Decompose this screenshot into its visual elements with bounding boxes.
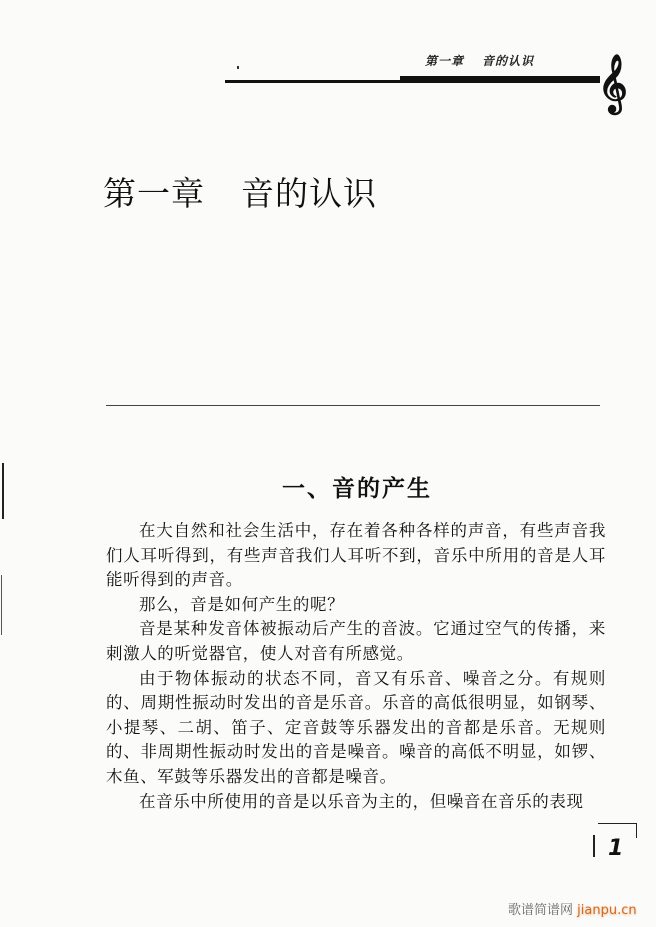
paragraph: 那么，音是如何产生的呢？ — [139, 594, 345, 614]
paragraph: 在大自然和社会生活中，存在着各种各样的声音，有些声音我们人耳听得到，有些声音我们人耳听不到，音乐中所用的音是人耳能听得到的声音。 — [106, 521, 606, 590]
running-head — [425, 52, 534, 69]
chapter-title — [103, 168, 377, 215]
treble-clef-icon: 𝄞 — [598, 54, 628, 112]
page-number: 1 — [608, 836, 624, 861]
section-title: 一、音的产生 — [282, 476, 432, 502]
paragraph: 由于物体振动的状态不同，音又有乐音、噪音之分。有规则的、周期性振动时发出的音是乐音。乐音的高低很明显，如钢琴、小提琴、二胡、笛子、定音鼓等乐器发出的音都是乐音。无规则的、非周期性振动时发出的音是噪音。噪音的高低不明显，如锣、木鱼、军鼓等乐器发出的音都是噪音。 — [106, 668, 606, 786]
running-head-chapter: 第一章 — [425, 54, 465, 68]
margin-mark — [2, 463, 4, 519]
body-text — [106, 519, 606, 814]
section-divider — [106, 405, 600, 406]
scan-speck — [237, 66, 239, 69]
paragraph: 在音乐中所使用的音是以乐音为主的，但噪音在音乐的表现 — [139, 791, 584, 811]
paragraph: 音是某种发音体被振动后产生的音波。它通过空气的传播，来刺激人的听觉器官，使人对音有所感觉。 — [106, 619, 606, 663]
watermark — [508, 899, 637, 918]
header-rule-thick — [400, 76, 600, 83]
page-number-frame-corner — [593, 835, 595, 857]
chapter-name: 音的认识 — [241, 174, 377, 213]
margin-mark — [1, 575, 2, 635]
watermark-latin: jianpu.cn — [577, 903, 637, 918]
watermark-chinese: 歌谱简谱网 — [508, 903, 574, 918]
chapter-number: 第一章 — [103, 174, 205, 213]
running-head-title: 音的认识 — [482, 54, 535, 68]
